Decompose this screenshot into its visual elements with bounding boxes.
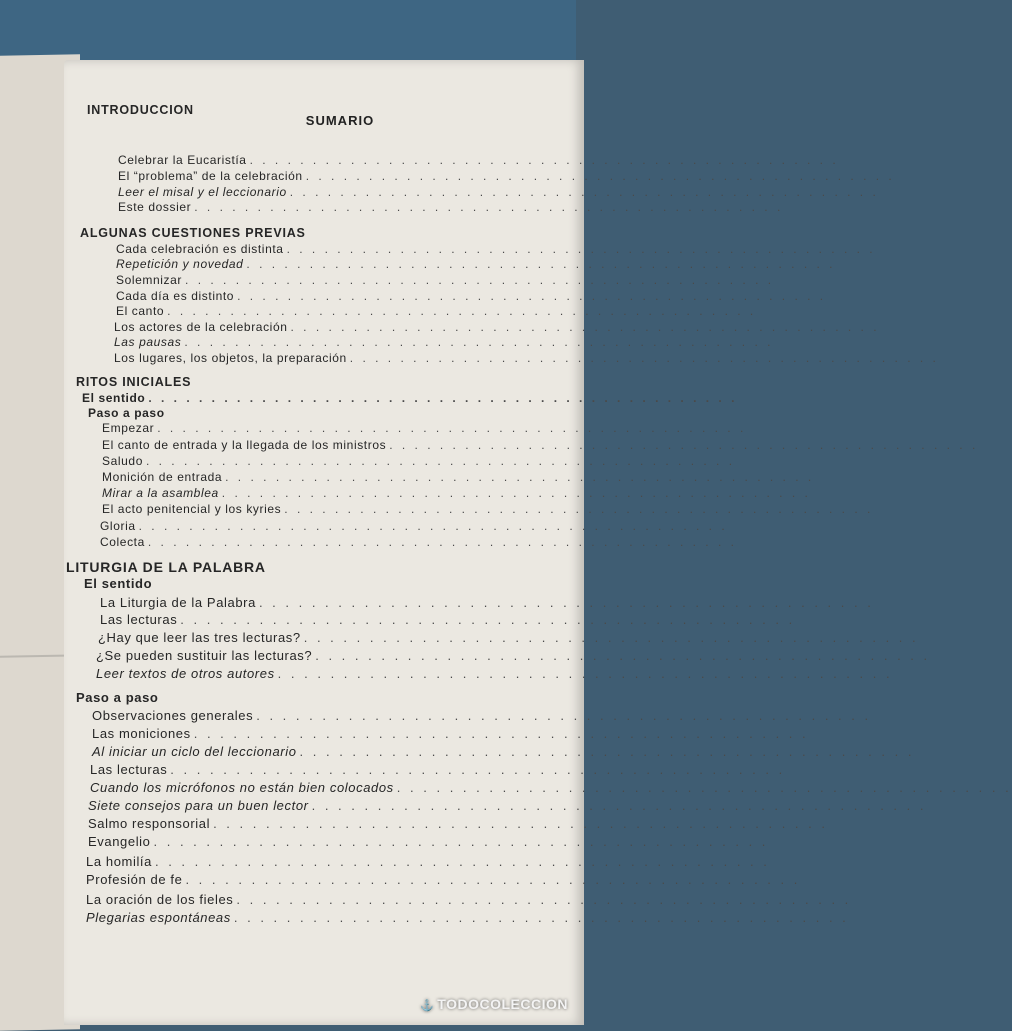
toc-leader-dots: . . . . . . . . . . . . . . . . . . . . . . . . . . . . . . . . . . . . . . . . . . . . . . . — [154, 854, 770, 869]
toc-entry — [86, 910, 849, 925]
toc-entry-text: La homilía — [86, 854, 152, 869]
hammer-icon: ⚓ — [420, 1000, 435, 1012]
toc-entry — [118, 200, 784, 214]
toc-entry — [102, 470, 815, 484]
toc-leader-dots: . . . . . . . . . . . . . . . . . . . . . . . . . . . . . . . . . . . . . . . . . . . . . . . — [396, 780, 1012, 795]
toc-subsection — [82, 391, 738, 405]
toc-entry — [100, 535, 737, 549]
toc-entry — [116, 289, 827, 303]
toc-entry-text: ALGUNAS CUESTIONES PREVIAS — [80, 226, 306, 240]
toc-entry — [102, 438, 979, 452]
toc-leader-dots: . . . . . . . . . . . . . . . . . . . . . . . . . . . . . . . . . . . . . . . . . . . . . . . — [284, 502, 874, 516]
toc-entry-text: Este dossier — [118, 200, 192, 214]
toc-entry — [90, 762, 786, 777]
toc-entry — [102, 421, 747, 435]
toc-leader-dots: . . . . . . . . . . . . . . . . . . . . . . . . . . . . . . . . . . . . . . . . . . . . . . . — [311, 798, 927, 813]
toc-entry — [92, 708, 872, 723]
toc-leader-dots: . . . . . . . . . . . . . . . . . . . . . . . . . . . . . . . . . . . . . . . . . . . . . . . — [246, 257, 836, 271]
toc-entry — [118, 169, 895, 183]
toc-entry — [118, 153, 839, 167]
toc-entry-text: El sentido — [82, 391, 146, 405]
toc-leader-dots: . . . . . . . . . . . . . . . . . . . . . . . . . . . . . . . . . . . . . . . . . . . . . . . — [148, 391, 738, 405]
toc-entry — [102, 454, 736, 468]
toc-entry-text: Celebrar la Eucaristía — [118, 153, 247, 167]
toc-entry-text: El canto de entrada y la llegada de los ministros — [102, 438, 387, 452]
toc-leader-dots: . . . . . . . . . . . . . . . . . . . . . . . . . . . . . . . . . . . . . . . . . . . . . . . — [194, 200, 784, 214]
toc-entry-text: Monición de entrada — [102, 470, 223, 484]
toc-entry-text: Leer el misal y el leccionario — [118, 185, 287, 199]
toc-entry-text: Cada día es distinto — [116, 289, 235, 303]
toc-leader-dots: . . . . . . . . . . . . . . . . . . . . . . . . . . . . . . . . . . . . . . . . . . . . . . . — [185, 273, 775, 287]
toc-entry — [116, 304, 757, 318]
toc-section — [66, 559, 555, 575]
toc-leader-dots: . . . . . . . . . . . . . . . . . . . . . . . . . . . . . . . . . . . . . . . . . . . . . . . — [170, 762, 786, 777]
toc-leader-dots: . . . . . . . . . . . . . . . . . . . . . . . . . . . . . . . . . . . . . . . . . . . . . . . — [256, 708, 872, 723]
toc-entry — [102, 486, 811, 500]
toc-entry-text: ¿Hay que leer las tres lecturas? — [98, 630, 301, 645]
toc-entry-text: Paso a paso — [76, 690, 159, 705]
toc-section — [76, 375, 555, 389]
toc-entry-text: Salmo responsorial — [88, 816, 211, 831]
toc-leader-dots: . . . . . . . . . . . . . . . . . . . . . . . . . . . . . . . . . . . . . . . . . . . . . . . — [305, 169, 895, 183]
toc-leader-dots: . . . . . . . . . . . . . . . . . . . . . . . . . . . . . . . . . . . . . . . . . . . . . . . — [145, 454, 736, 468]
toc-leader-dots: . . . . . . . . . . . . . . . . . . . . . . . . . . . . . . . . . . . . . . . . . . . . . . . — [184, 335, 774, 349]
toc-leader-dots: . . . . . . . . . . . . . . . . . . . . . . . . . . . . . . . . . . . . . . . . . . . . . . . — [233, 910, 849, 925]
toc-section — [87, 103, 555, 117]
toc-entry — [98, 630, 919, 645]
toc-entry — [116, 273, 775, 287]
toc-leader-dots: . . . . . . . . . . . . . . . . . . . . . . . . . . . . . . . . . . . . . . . . . . . . . . . — [289, 185, 879, 199]
toc-entry-text: Empezar — [102, 421, 155, 435]
toc-leader-dots: . . . . . . . . . . . . . . . . . . . . . . . . . . . . . . . . . . . . . . . . . . . . . . . — [225, 470, 815, 484]
toc-entry-text: Observaciones generales — [92, 708, 254, 723]
toc-leader-dots: . . . . . . . . . . . . . . . . . . . . . . . . . . . . . . . . . . . . . . . . . . . . . . . — [349, 351, 939, 365]
toc-entry — [88, 834, 769, 849]
toc-entry-text: La Liturgia de la Palabra — [100, 595, 256, 610]
toc-entry-text: Gloria — [100, 519, 136, 533]
toc-entry — [88, 816, 828, 831]
toc-entry-text: La oración de los fieles — [86, 892, 234, 907]
toc-entry — [100, 612, 796, 627]
toc-entry-text: Los lugares, los objetos, la preparación — [114, 351, 347, 365]
toc-entry — [90, 780, 1012, 795]
toc-entry-text: Leer textos de otros autores — [96, 666, 275, 681]
toc-leader-dots: . . . . . . . . . . . . . . . . . . . . . . . . . . . . . . . . . . . . . . . . . . . . . . . — [138, 519, 728, 533]
toc-entry-text: Repetición y novedad — [116, 257, 244, 271]
toc-entry — [116, 257, 836, 271]
toc-entry — [100, 519, 728, 533]
toc-leader-dots: . . . . . . . . . . . . . . . . . . . . . . . . . . . . . . . . . . . . . . . . . . . . . . . — [290, 320, 880, 334]
toc-subsection — [84, 576, 555, 591]
toc-entry-text: Las lecturas — [100, 612, 178, 627]
page-title: SUMARIO — [305, 113, 375, 128]
toc-leader-dots: . . . . . . . . . . . . . . . . . . . . . . . . . . . . . . . . . . . . . . . . . . . . . . . — [249, 153, 839, 167]
toc-entry-text: Mirar a la asamblea — [102, 486, 219, 500]
toc-section — [80, 226, 555, 240]
toc-entry-text: Cuando los micrófonos no están bien colocados — [90, 780, 394, 795]
toc-entry — [96, 666, 893, 681]
toc-leader-dots: . . . . . . . . . . . . . . . . . . . . . . . . . . . . . . . . . . . . . . . . . . . . . . . — [315, 648, 931, 663]
toc-subsection — [76, 690, 555, 705]
toc-leader-dots: . . . . . . . . . . . . . . . . . . . . . . . . . . . . . . . . . . . . . . . . . . . . . . . — [299, 744, 915, 759]
toc-entry-text: LITURGIA DE LA PALABRA — [66, 559, 266, 575]
toc-entry — [102, 502, 874, 516]
toc-entry — [86, 892, 852, 907]
toc-leader-dots: . . . . . . . . . . . . . . . . . . . . . . . . . . . . . . . . . . . . . . . . . . . . . . . — [185, 872, 801, 887]
toc-entry-text: Las pausas — [114, 335, 182, 349]
toc-leader-dots: . . . . . . . . . . . . . . . . . . . . . . . . . . . . . . . . . . . . . . . . . . . . . . . — [180, 612, 796, 627]
toc-entry — [92, 744, 915, 759]
toc-entry — [100, 595, 874, 610]
toc-entry — [114, 320, 880, 334]
toc-entry-text: Solemnizar — [116, 273, 183, 287]
toc-leader-dots: . . . . . . . . . . . . . . . . . . . . . . . . . . . . . . . . . . . . . . . . . . . . . . . — [221, 486, 811, 500]
toc-leader-dots: . . . . . . . . . . . . . . . . . . . . . . . . . . . . . . . . . . . . . . . . . . . . . . . — [236, 892, 852, 907]
toc-leader-dots: . . . . . . . . . . . . . . . . . . . . . . . . . . . . . . . . . . . . . . . . . . . . . . . — [153, 834, 769, 849]
toc-entry-text: Las moniciones — [92, 726, 191, 741]
toc-entry-text: Cada celebración es distinta — [116, 242, 284, 256]
toc-entry-text: Plegarias espontáneas — [86, 910, 231, 925]
toc-entry-text: INTRODUCCION — [87, 103, 194, 117]
toc-entry-text: ¿Se pueden sustituir las lecturas? — [96, 648, 313, 663]
toc-entry-text: Al iniciar un ciclo del leccionario — [92, 744, 297, 759]
toc-leader-dots: . . . . . . . . . . . . . . . . . . . . . . . . . . . . . . . . . . . . . . . . . . . . . . . — [286, 242, 876, 256]
toc-entry — [118, 185, 879, 199]
toc-entry-text: Las lecturas — [90, 762, 168, 777]
toc-entry-text: Los actores de la celebración — [114, 320, 288, 334]
toc-entry-text: Evangelio — [88, 834, 151, 849]
watermark — [420, 996, 568, 1012]
toc-entry — [88, 798, 927, 813]
toc-subsection — [88, 406, 555, 420]
toc-leader-dots: . . . . . . . . . . . . . . . . . . . . . . . . . . . . . . . . . . . . . . . . . . . . . . . — [157, 421, 747, 435]
toc-leader-dots: . . . . . . . . . . . . . . . . . . . . . . . . . . . . . . . . . . . . . . . . . . . . . . . — [213, 816, 828, 831]
toc-entry — [116, 242, 876, 256]
toc-entry-text: Saludo — [102, 454, 143, 468]
toc-entry-text: Colecta — [100, 535, 145, 549]
toc-entry — [86, 872, 801, 887]
toc-entry-text: El “problema” de la celebración — [118, 169, 303, 183]
toc-entry-text: Siete consejos para un buen lector — [88, 798, 309, 813]
toc-entry-text: RITOS INICIALES — [76, 375, 192, 389]
toc-entry-text: El canto — [116, 304, 165, 318]
toc-leader-dots: . . . . . . . . . . . . . . . . . . . . . . . . . . . . . . . . . . . . . . . . . . . . . . . — [167, 304, 757, 318]
toc-entry — [114, 335, 774, 349]
toc-entry-text: El sentido — [84, 576, 153, 591]
toc-leader-dots: . . . . . . . . . . . . . . . . . . . . . . . . . . . . . . . . . . . . . . . . . . . . . . . — [147, 535, 737, 549]
toc-leader-dots: . . . . . . . . . . . . . . . . . . . . . . . . . . . . . . . . . . . . . . . . . . . . . . . — [303, 630, 919, 645]
toc-entry-text: Profesión de fe — [86, 872, 183, 887]
toc-entry — [86, 854, 770, 869]
toc-leader-dots: . . . . . . . . . . . . . . . . . . . . . . . . . . . . . . . . . . . . . . . . . . . . . . . — [237, 289, 827, 303]
toc-entry-text: El acto penitencial y los kyries — [102, 502, 282, 516]
toc-leader-dots: . . . . . . . . . . . . . . . . . . . . . . . . . . . . . . . . . . . . . . . . . . . . . . . — [193, 726, 809, 741]
toc-leader-dots: . . . . . . . . . . . . . . . . . . . . . . . . . . . . . . . . . . . . . . . . . . . . . . . — [389, 438, 979, 452]
toc-entry — [96, 648, 931, 663]
toc-entry — [114, 351, 939, 365]
toc-entry-text: Paso a paso — [88, 406, 165, 420]
toc-leader-dots: . . . . . . . . . . . . . . . . . . . . . . . . . . . . . . . . . . . . . . . . . . . . . . . — [277, 666, 893, 681]
watermark-label: TODOCOLECCION — [437, 996, 568, 1012]
toc-leader-dots: . . . . . . . . . . . . . . . . . . . . . . . . . . . . . . . . . . . . . . . . . . . . . . . — [258, 595, 874, 610]
toc-entry — [92, 726, 809, 741]
